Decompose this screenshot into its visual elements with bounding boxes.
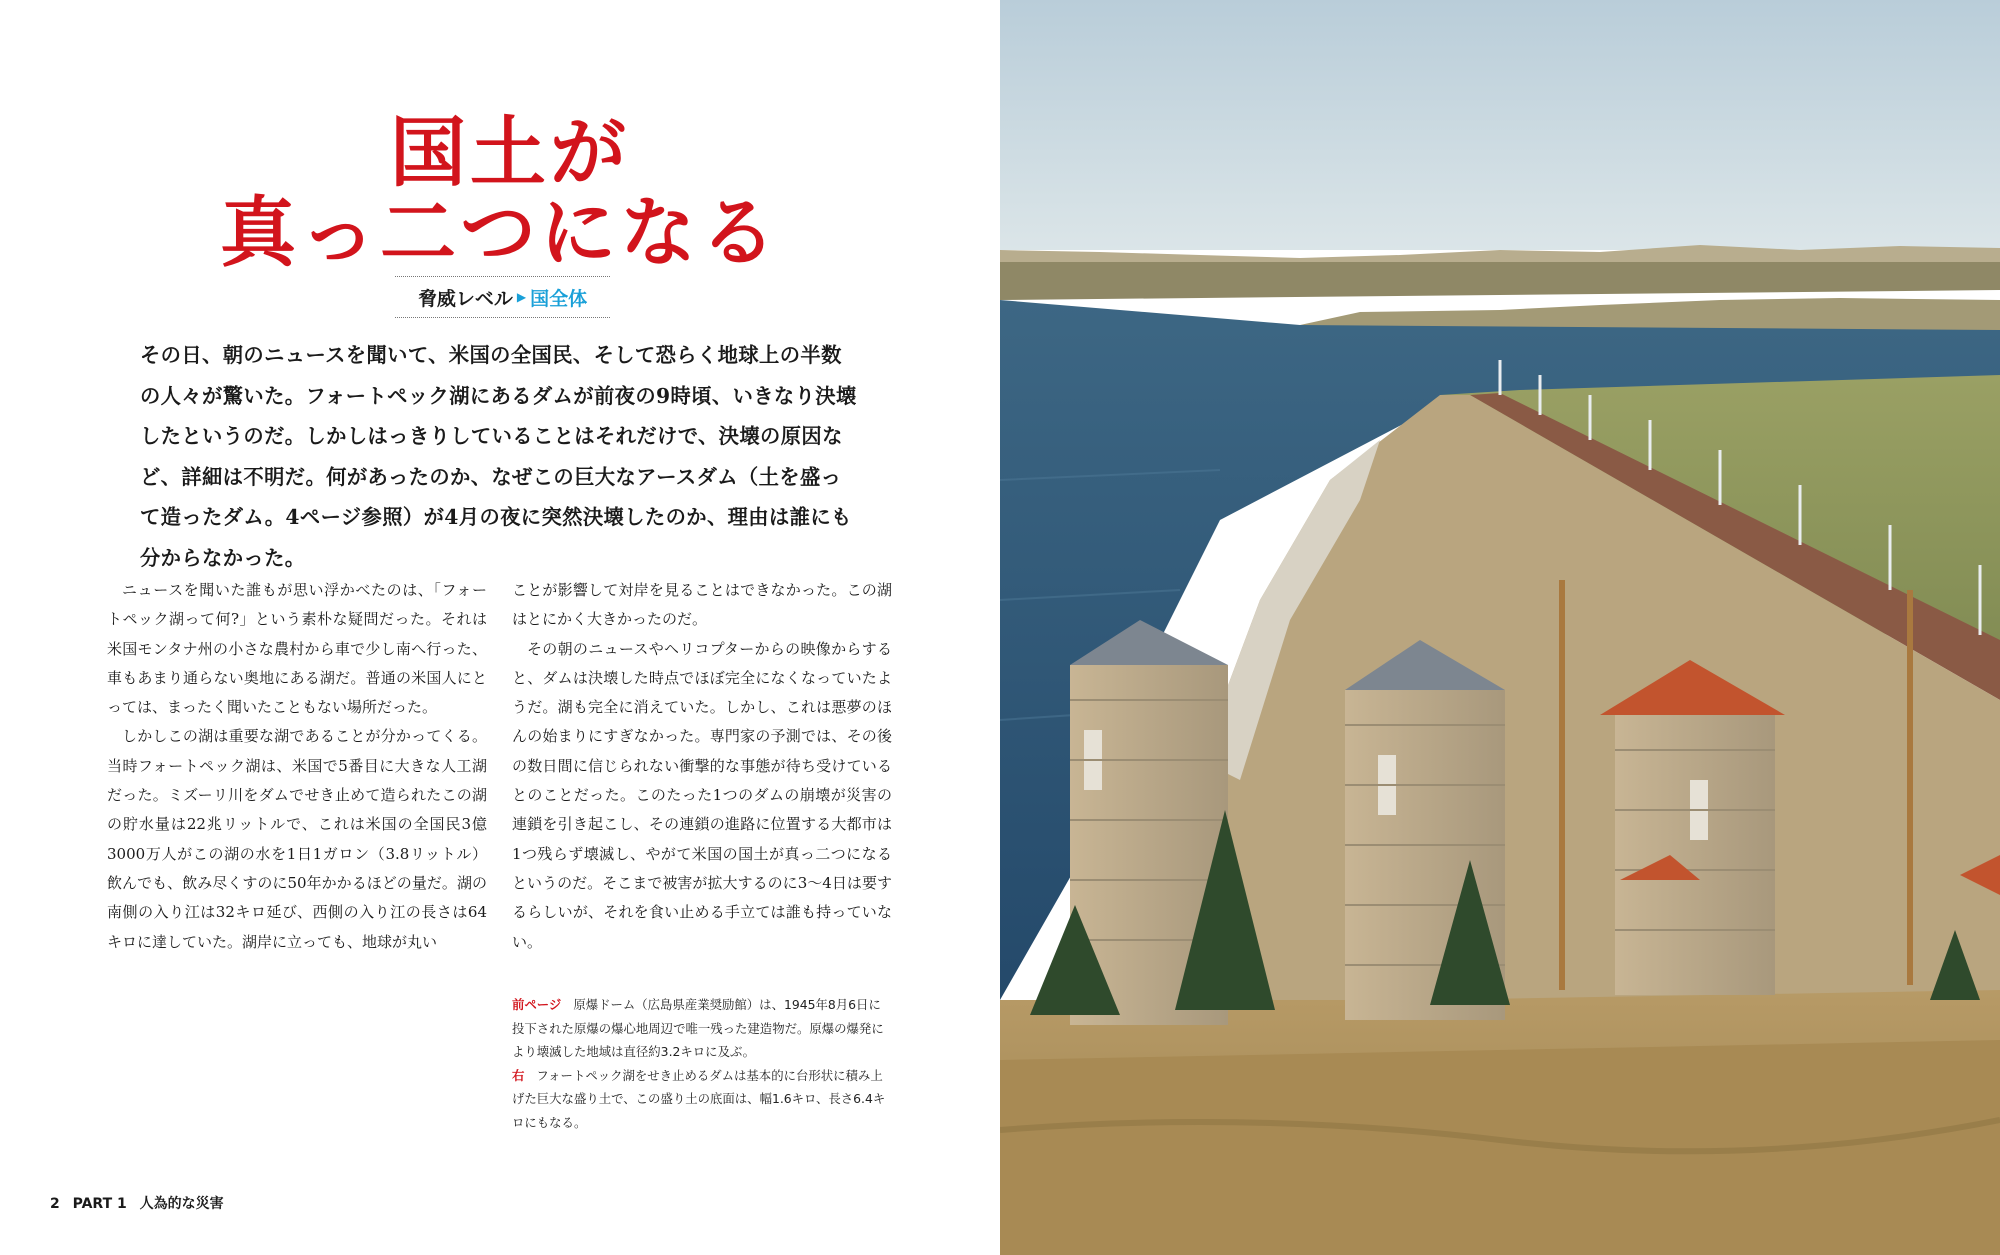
lead-paragraph: その日、朝のニュースを聞いて、米国の全国民、そして恐らく地球上の半数の人々が驚いた。フォートペック湖にあるダムが前夜の9時頃、いきなり決壊したというのだ。しかしはっきりしていることはそれだけで、決壊の原因など、詳細は不明だ。何があったのか、なぜこの巨大なアースダム（土を盛って造ったダム。4ページ参照）が4月の夜に突然決壊したのか、理由は誰にも分からなかった。 xyxy=(140,343,857,570)
threat-level-badge xyxy=(395,276,610,318)
caption-label: 右 xyxy=(512,1067,525,1083)
caption-previous-page xyxy=(512,993,892,1064)
photo-caption xyxy=(512,993,892,1134)
triangle-arrow-icon: ▶ xyxy=(516,290,527,304)
body-column-2 xyxy=(512,576,892,957)
headline-line-1: 国土が xyxy=(390,108,630,197)
body-column-1 xyxy=(107,576,487,957)
caption-right-page xyxy=(512,1064,892,1135)
part-label: PART 1 xyxy=(72,1196,127,1212)
dam-photo-illustration xyxy=(1000,0,2000,1255)
body-paragraph: ニュースを聞いた誰もが思い浮かべたのは、「フォートペック湖って何?」という素朴な疑問だった。それは米国モンタナ州の小さな農村から車で少し南へ行った、車もあまり通らない奥地にある湖だ。普通の米国人にとっては、まったく聞いたこともない場所だった。 xyxy=(107,581,487,717)
body-paragraph: ことが影響して対岸を見ることはできなかった。この湖はとにかく大きかったのだ。 xyxy=(512,581,892,629)
dam-photo xyxy=(1000,0,2000,1255)
body-paragraph: その朝のニュースやヘリコプターからの映像からすると、ダムは決壊した時点でほぼ完全になくなっていたようだ。湖も完全に消えていた。しかし、これは悪夢のほんの始まりにすぎなかった。専門家の予測では、その後の数日間に信じられない衝撃的な事態が待ち受けているとのことだった。このたった1つのダムの崩壊が災害の連鎖を引き起こし、その連鎖の進路に位置する大都市は1つ残らず壊滅し、やがて米国の国土が真っ二つになるというのだ。そこまで被害が拡大するのに3～4日は要するらしいが、それを食い止める手立ては誰も持っていない。 xyxy=(512,639,892,951)
headline-line-2: 真っ二つになる xyxy=(220,188,780,277)
section-label: 人為的な災害 xyxy=(139,1196,224,1212)
body-paragraph: しかしこの湖は重要な湖であることが分かってくる。当時フォートペック湖は、米国で5番目に大きな人工湖だった。ミズーリ川をダムでせき止めて造られたこの湖の貯水量は22兆リットルで、これは米国の全国民3億3000万人がこの湖の水を1日1ガロン（3.8リットル）飲んでも、飲み尽くすのに50年かかるほどの量だ。湖の南側の入り江は32キロ延び、西側の入り江の長さは64キロに達していた。湖岸に立っても、地球が丸い xyxy=(107,727,487,951)
page-number: 2 xyxy=(50,1196,60,1212)
caption-label: 前ページ xyxy=(512,997,562,1012)
caption-text: フォートペック湖をせき止めるダムは基本的に台形状に積み上げた巨大な盛り土で、この盛り土の底面は、幅1.6キロ、長さ6.4キロにもなる。 xyxy=(512,1067,886,1130)
threat-level-value: 国全体 xyxy=(530,287,588,310)
threat-label: 脅威レベル xyxy=(417,287,513,310)
caption-text: 原爆ドーム（広島県産業奨励館）は、1945年8月6日に投下された原爆の爆心地周辺で唯一残った建造物だ。原爆の爆発により壊滅した地域は直径約3.2キロに及ぶ。 xyxy=(512,997,884,1059)
page-footer xyxy=(50,1193,232,1213)
